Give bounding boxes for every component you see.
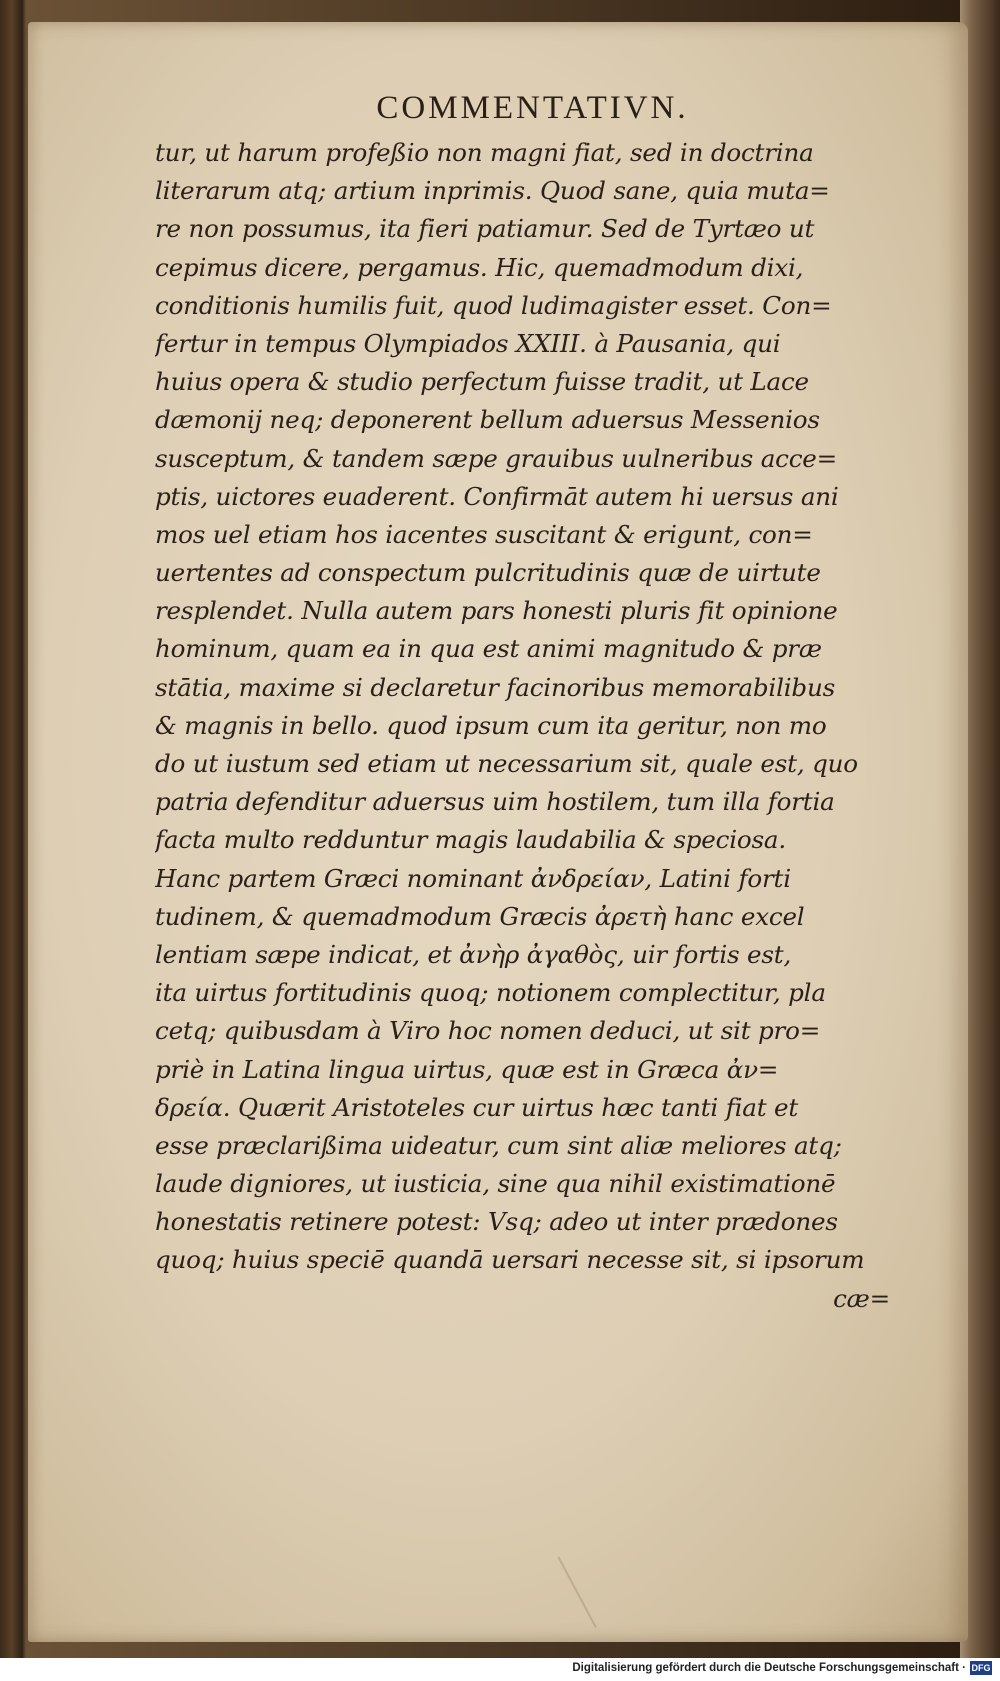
page-crease	[557, 1556, 596, 1628]
text-line: lentiam sæpe indicat, et ἀνὴρ ἀγαθὸς, uir fortis est,	[155, 939, 792, 969]
text-line: cetq; quibusdam à Viro hoc nomen deduci, ut sit pro=	[155, 1016, 821, 1046]
text-line: dæmonij neq; deponerent bellum aduersus Messenios	[155, 405, 820, 435]
text-line: honestatis retinere potest: Vsq; adeo ut inter prædones	[155, 1207, 838, 1237]
text-line: esse præclarißima uideatur, cum sint aliæ meliores atq;	[155, 1130, 842, 1160]
text-line: & magnis in bello. quod ipsum cum ita geritur, non mo	[155, 710, 827, 740]
page-text-block	[155, 88, 890, 1318]
text-line: δρεία. Quærit Aristoteles cur uirtus hæc tanti fiat et	[155, 1092, 799, 1122]
footer-bar	[0, 1658, 1000, 1681]
text-line: facta multo redduntur magis laudabilia & speciosa.	[155, 825, 787, 855]
text-line: quoq; huius speciē quandā uersari necesse sit, si ipsorum	[155, 1245, 865, 1275]
text-line: huius opera & studio perfectum fuisse tradit, ut Lace	[155, 367, 809, 397]
text-line: tudinem, & quemadmodum Græcis ἀρετὴ hanc excel	[155, 901, 805, 931]
text-line: resplendet. Nulla autem pars honesti pluris fit opinione	[155, 596, 838, 626]
text-line: patria defenditur aduersus uim hostilem, tum illa fortia	[155, 787, 835, 817]
text-line: uertentes ad conspectum pulcritudinis quæ de uirtute	[155, 558, 821, 588]
catchword: cæ=	[833, 1283, 890, 1313]
running-head: COMMENTATIVN.	[376, 90, 689, 126]
text-line: literarum atq; artium inprimis. Quod sane, quia muta=	[155, 176, 830, 206]
text-line: do ut iustum sed etiam ut necessarium sit, quale est, quo	[155, 749, 858, 778]
text-line: mos uel etiam hos iacentes suscitant & erigunt, con=	[155, 519, 813, 549]
text-line: susceptum, & tandem sæpe grauibus uulneribus acce=	[155, 443, 838, 473]
text-line: ptis, uictores euaderent. Confirmāt autem hi uersus ani	[155, 481, 839, 511]
text-line: conditionis humilis fuit, quod ludimagister esset. Con=	[155, 290, 832, 320]
text-line: cepimus dicere, pergamus. Hic, quemadmodum dixi,	[155, 252, 804, 282]
text-line: fertur in tempus Olympiados XXIII. à Pausania, qui	[155, 328, 781, 358]
text-line: stātia, maxime si declaretur facinoribus memorabilibus	[155, 672, 835, 702]
text-line: hominum, quam ea in qua est animi magnitudo & præ	[155, 634, 822, 664]
text-line: Hanc partem Græci nominant ἀνδρείαν, Latini forti	[155, 863, 791, 893]
text-line: tur, ut harum profeßio non magni fiat, sed in doctrina	[155, 138, 814, 167]
text-line: ita uirtus fortitudinis quoq; notionem complectitur, pla	[155, 978, 826, 1008]
text-line: re non possumus, ita fieri patiamur. Sed de Tyrtæo ut	[155, 214, 815, 244]
body-text	[155, 134, 890, 1280]
text-line: priè in Latina lingua uirtus, quæ est in Græca ἀν=	[155, 1054, 779, 1084]
text-line: laude digniores, ut iusticia, sine qua nihil existimationē	[155, 1169, 836, 1199]
funding-notice: Digitalisierung gefördert durch die Deutsche Forschungsgemeinschaft ·	[572, 1662, 966, 1674]
dfg-logo: DFG	[971, 1663, 991, 1673]
